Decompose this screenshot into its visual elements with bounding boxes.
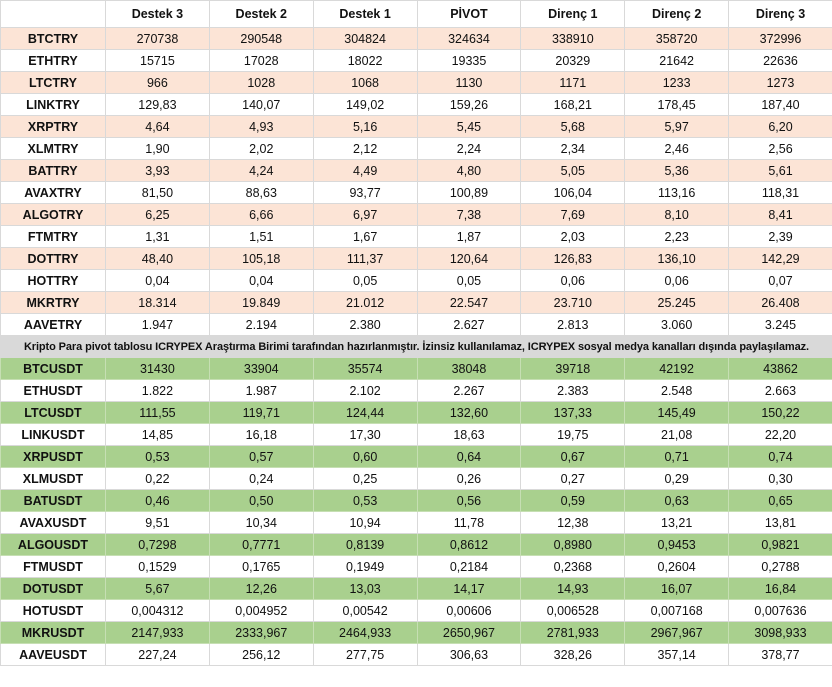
pivot-value-cell: 1,90 [106,138,210,160]
pivot-value-cell: 137,33 [521,402,625,424]
pivot-value-cell: 100,89 [417,182,521,204]
pivot-value-cell: 0,46 [106,490,210,512]
pivot-value-cell: 0,74 [729,446,832,468]
table-row [1,292,832,314]
pivot-value-cell: 22,20 [729,424,832,446]
pivot-value-cell: 2650,967 [417,622,521,644]
pivot-value-cell: 39718 [521,358,625,380]
pivot-value-cell: 3098,933 [729,622,832,644]
pivot-value-cell: 21,08 [625,424,729,446]
pair-symbol: XLMUSDT [1,468,106,490]
usdt-pairs-section [1,358,832,666]
pivot-value-cell: 2.267 [417,380,521,402]
pivot-value-cell: 140,07 [209,94,313,116]
table-row [1,72,832,94]
pivot-value-cell: 304824 [313,28,417,50]
header-direnc-3: Direnç 3 [729,1,832,28]
pivot-value-cell: 81,50 [106,182,210,204]
table-row [1,446,832,468]
pivot-value-cell: 7,38 [417,204,521,226]
pivot-value-cell: 14,93 [521,578,625,600]
pivot-value-cell: 120,64 [417,248,521,270]
table-row [1,226,832,248]
table-row [1,116,832,138]
pivot-value-cell: 1171 [521,72,625,94]
pair-symbol: ETHTRY [1,50,106,72]
pivot-value-cell: 23.710 [521,292,625,314]
pivot-value-cell: 136,10 [625,248,729,270]
pivot-value-cell: 13,81 [729,512,832,534]
pivot-value-cell: 18.314 [106,292,210,314]
pivot-value-cell: 88,63 [209,182,313,204]
pivot-value-cell: 1273 [729,72,832,94]
pivot-value-cell: 16,07 [625,578,729,600]
pivot-value-cell: 2,03 [521,226,625,248]
pivot-value-cell: 5,67 [106,578,210,600]
table-row [1,138,832,160]
pivot-value-cell: 2,56 [729,138,832,160]
pivot-value-cell: 168,21 [521,94,625,116]
pivot-value-cell: 20329 [521,50,625,72]
pair-symbol: LINKUSDT [1,424,106,446]
pivot-value-cell: 13,03 [313,578,417,600]
pivot-value-cell: 14,17 [417,578,521,600]
pivot-value-cell: 5,45 [417,116,521,138]
pair-symbol: DOTUSDT [1,578,106,600]
table-row [1,380,832,402]
pivot-value-cell: 0,04 [106,270,210,292]
pivot-value-cell: 306,63 [417,644,521,666]
pivot-value-cell: 150,22 [729,402,832,424]
pivot-value-cell: 2.380 [313,314,417,336]
pair-symbol: BTCTRY [1,28,106,50]
pivot-value-cell: 0,2184 [417,556,521,578]
pivot-value-cell: 25.245 [625,292,729,314]
pivot-value-cell: 106,04 [521,182,625,204]
pivot-value-cell: 178,45 [625,94,729,116]
pair-symbol: HOTTRY [1,270,106,292]
pivot-value-cell: 18,63 [417,424,521,446]
pivot-value-cell: 1028 [209,72,313,94]
pivot-value-cell: 2.627 [417,314,521,336]
table-row [1,204,832,226]
pivot-value-cell: 43862 [729,358,832,380]
pivot-value-cell: 270738 [106,28,210,50]
pivot-value-cell: 18022 [313,50,417,72]
pivot-value-cell: 187,40 [729,94,832,116]
pivot-value-cell: 2.548 [625,380,729,402]
pivot-value-cell: 1.987 [209,380,313,402]
pivot-value-cell: 0,8612 [417,534,521,556]
try-pairs-section [1,28,832,336]
pivot-value-cell: 0,07 [729,270,832,292]
pivot-value-cell: 1.947 [106,314,210,336]
pivot-value-cell: 4,93 [209,116,313,138]
pair-symbol: LTCTRY [1,72,106,94]
pivot-value-cell: 0,60 [313,446,417,468]
pivot-value-cell: 16,18 [209,424,313,446]
pivot-value-cell: 159,26 [417,94,521,116]
table-row [1,270,832,292]
pivot-value-cell: 0,2368 [521,556,625,578]
pivot-value-cell: 4,80 [417,160,521,182]
notice-row [1,336,832,358]
pivot-value-cell: 0,9821 [729,534,832,556]
pivot-value-cell: 0,65 [729,490,832,512]
pivot-value-cell: 3.060 [625,314,729,336]
pivot-value-cell: 0,05 [417,270,521,292]
pivot-value-cell: 358720 [625,28,729,50]
pivot-value-cell: 132,60 [417,402,521,424]
pivot-value-cell: 142,29 [729,248,832,270]
pivot-value-cell: 0,22 [106,468,210,490]
pivot-value-cell: 118,31 [729,182,832,204]
pivot-value-cell: 290548 [209,28,313,50]
pivot-value-cell: 0,64 [417,446,521,468]
pivot-value-cell: 2.663 [729,380,832,402]
pivot-value-cell: 14,85 [106,424,210,446]
pivot-value-cell: 2,34 [521,138,625,160]
header-destek-1: Destek 1 [313,1,417,28]
pivot-value-cell: 0,05 [313,270,417,292]
pair-symbol: FTMTRY [1,226,106,248]
pivot-value-cell: 3,93 [106,160,210,182]
pivot-value-cell: 0,004312 [106,600,210,622]
pivot-value-cell: 0,24 [209,468,313,490]
table-row [1,248,832,270]
pivot-value-cell: 13,21 [625,512,729,534]
pivot-value-cell: 5,61 [729,160,832,182]
pair-symbol: FTMUSDT [1,556,106,578]
pivot-value-cell: 2464,933 [313,622,417,644]
pivot-value-cell: 111,37 [313,248,417,270]
pivot-value-cell: 8,41 [729,204,832,226]
pivot-value-cell: 0,53 [313,490,417,512]
pair-symbol: ETHUSDT [1,380,106,402]
table-row [1,644,832,666]
notice-text: Kripto Para pivot tablosu ICRYPEX Araştırma Birimi tarafından hazırlanmıştır. İzinsiz kullanılamaz, ICRYPEX sosyal medya kanalları dışında paylaşılamaz. [1,336,832,358]
pivot-value-cell: 227,24 [106,644,210,666]
pivot-value-cell: 7,69 [521,204,625,226]
pivot-value-cell: 22.547 [417,292,521,314]
pivot-value-cell: 1130 [417,72,521,94]
pivot-value-cell: 0,00542 [313,600,417,622]
pivot-value-cell: 0,59 [521,490,625,512]
pivot-value-cell: 6,20 [729,116,832,138]
pivot-value-cell: 0,06 [521,270,625,292]
pivot-value-cell: 0,006528 [521,600,625,622]
pivot-value-cell: 0,00606 [417,600,521,622]
pivot-value-cell: 1068 [313,72,417,94]
notice-section [1,336,832,358]
pivot-value-cell: 6,25 [106,204,210,226]
pivot-value-cell: 0,8980 [521,534,625,556]
pair-symbol: AVAXUSDT [1,512,106,534]
pivot-value-cell: 2,39 [729,226,832,248]
pivot-value-cell: 145,49 [625,402,729,424]
pivot-value-cell: 0,8139 [313,534,417,556]
pivot-value-cell: 2967,967 [625,622,729,644]
pivot-value-cell: 126,83 [521,248,625,270]
pivot-value-cell: 17,30 [313,424,417,446]
table-row [1,28,832,50]
pair-symbol: MKRTRY [1,292,106,314]
pivot-value-cell: 10,34 [209,512,313,534]
pivot-value-cell: 0,63 [625,490,729,512]
table-row [1,50,832,72]
pivot-value-cell: 0,1949 [313,556,417,578]
table-row [1,314,832,336]
pair-symbol: XRPUSDT [1,446,106,468]
pivot-value-cell: 35574 [313,358,417,380]
pivot-value-cell: 0,04 [209,270,313,292]
table-row [1,622,832,644]
table-row [1,512,832,534]
pair-symbol: BATTRY [1,160,106,182]
pivot-value-cell: 0,56 [417,490,521,512]
pivot-value-cell: 2,46 [625,138,729,160]
pair-symbol: XRPTRY [1,116,106,138]
header-direnc-1: Direnç 1 [521,1,625,28]
pivot-value-cell: 0,30 [729,468,832,490]
pivot-value-cell: 12,38 [521,512,625,534]
pivot-value-cell: 0,29 [625,468,729,490]
pair-symbol: AAVETRY [1,314,106,336]
pivot-value-cell: 256,12 [209,644,313,666]
pivot-value-cell: 2,02 [209,138,313,160]
pivot-value-cell: 22636 [729,50,832,72]
pair-symbol: LTCUSDT [1,402,106,424]
pivot-value-cell: 19335 [417,50,521,72]
pair-symbol: AAVEUSDT [1,644,106,666]
pivot-value-cell: 10,94 [313,512,417,534]
pivot-value-cell: 0,50 [209,490,313,512]
pivot-value-cell: 1233 [625,72,729,94]
pivot-value-cell: 4,64 [106,116,210,138]
table-row [1,534,832,556]
pivot-value-cell: 119,71 [209,402,313,424]
header-pivot: PİVOT [417,1,521,28]
header-row [1,1,832,28]
pivot-value-cell: 3.245 [729,314,832,336]
pivot-value-cell: 2,24 [417,138,521,160]
pivot-value-cell: 0,25 [313,468,417,490]
pivot-value-cell: 21642 [625,50,729,72]
pivot-value-cell: 2,23 [625,226,729,248]
pivot-value-cell: 33904 [209,358,313,380]
pivot-value-cell: 0,06 [625,270,729,292]
table-row [1,556,832,578]
pivot-value-cell: 1,67 [313,226,417,248]
pivot-value-cell: 129,83 [106,94,210,116]
pivot-value-cell: 2147,933 [106,622,210,644]
pivot-value-cell: 38048 [417,358,521,380]
table-row [1,160,832,182]
header-blank [1,1,106,28]
pivot-value-cell: 105,18 [209,248,313,270]
pivot-value-cell: 1,87 [417,226,521,248]
pivot-value-cell: 0,57 [209,446,313,468]
pivot-value-cell: 19.849 [209,292,313,314]
pivot-value-cell: 1,51 [209,226,313,248]
pivot-value-cell: 4,49 [313,160,417,182]
pivot-value-cell: 42192 [625,358,729,380]
pivot-value-cell: 0,7771 [209,534,313,556]
table-row [1,468,832,490]
pivot-value-cell: 19,75 [521,424,625,446]
pivot-value-cell: 16,84 [729,578,832,600]
pivot-value-cell: 324634 [417,28,521,50]
pivot-value-cell: 378,77 [729,644,832,666]
pivot-value-cell: 0,1529 [106,556,210,578]
pivot-value-cell: 5,97 [625,116,729,138]
pivot-value-cell: 0,67 [521,446,625,468]
pivot-value-cell: 277,75 [313,644,417,666]
pivot-value-cell: 21.012 [313,292,417,314]
pivot-value-cell: 26.408 [729,292,832,314]
pivot-value-cell: 1.822 [106,380,210,402]
header-destek-3: Destek 3 [106,1,210,28]
pivot-value-cell: 5,68 [521,116,625,138]
pivot-value-cell: 0,71 [625,446,729,468]
pivot-value-cell: 2.194 [209,314,313,336]
pivot-value-cell: 2.813 [521,314,625,336]
pivot-value-cell: 4,24 [209,160,313,182]
pivot-value-cell: 6,97 [313,204,417,226]
header-direnc-2: Direnç 2 [625,1,729,28]
table-row [1,358,832,380]
pivot-value-cell: 357,14 [625,644,729,666]
pivot-value-cell: 113,16 [625,182,729,204]
pair-symbol: LINKTRY [1,94,106,116]
pivot-value-cell: 2.383 [521,380,625,402]
pivot-value-cell: 0,007168 [625,600,729,622]
table-row [1,578,832,600]
pivot-value-cell: 1,31 [106,226,210,248]
pivot-value-cell: 5,16 [313,116,417,138]
pivot-value-cell: 17028 [209,50,313,72]
pivot-value-cell: 149,02 [313,94,417,116]
pair-symbol: XLMTRY [1,138,106,160]
pair-symbol: HOTUSDT [1,600,106,622]
pivot-value-cell: 5,36 [625,160,729,182]
pivot-value-cell: 338910 [521,28,625,50]
table-header [1,1,832,28]
pair-symbol: ALGOUSDT [1,534,106,556]
pivot-value-cell: 11,78 [417,512,521,534]
pivot-value-cell: 9,51 [106,512,210,534]
pair-symbol: BTCUSDT [1,358,106,380]
header-destek-2: Destek 2 [209,1,313,28]
pair-symbol: MKRUSDT [1,622,106,644]
pivot-value-cell: 0,27 [521,468,625,490]
pivot-value-cell: 0,7298 [106,534,210,556]
table-row [1,490,832,512]
table-row [1,424,832,446]
pivot-value-cell: 2.102 [313,380,417,402]
pivot-value-cell: 966 [106,72,210,94]
table-row [1,402,832,424]
pivot-value-cell: 124,44 [313,402,417,424]
pivot-value-cell: 111,55 [106,402,210,424]
pivot-value-cell: 48,40 [106,248,210,270]
table-row [1,600,832,622]
pivot-value-cell: 2781,933 [521,622,625,644]
pivot-value-cell: 6,66 [209,204,313,226]
pivot-value-cell: 12,26 [209,578,313,600]
pivot-value-cell: 93,77 [313,182,417,204]
pivot-value-cell: 0,9453 [625,534,729,556]
pair-symbol: DOTTRY [1,248,106,270]
pivot-value-cell: 0,007636 [729,600,832,622]
pivot-value-cell: 0,2788 [729,556,832,578]
pivot-value-cell: 5,05 [521,160,625,182]
pair-symbol: ALGOTRY [1,204,106,226]
pivot-value-cell: 2,12 [313,138,417,160]
pair-symbol: AVAXTRY [1,182,106,204]
pivot-value-cell: 0,26 [417,468,521,490]
pivot-value-cell: 372996 [729,28,832,50]
pivot-value-cell: 8,10 [625,204,729,226]
pivot-value-cell: 0,004952 [209,600,313,622]
pivot-value-cell: 15715 [106,50,210,72]
table-row [1,94,832,116]
pair-symbol: BATUSDT [1,490,106,512]
pivot-value-cell: 328,26 [521,644,625,666]
pivot-value-cell: 0,53 [106,446,210,468]
pivot-value-cell: 31430 [106,358,210,380]
pivot-value-cell: 0,1765 [209,556,313,578]
table-row [1,182,832,204]
pivot-value-cell: 0,2604 [625,556,729,578]
pivot-value-cell: 2333,967 [209,622,313,644]
